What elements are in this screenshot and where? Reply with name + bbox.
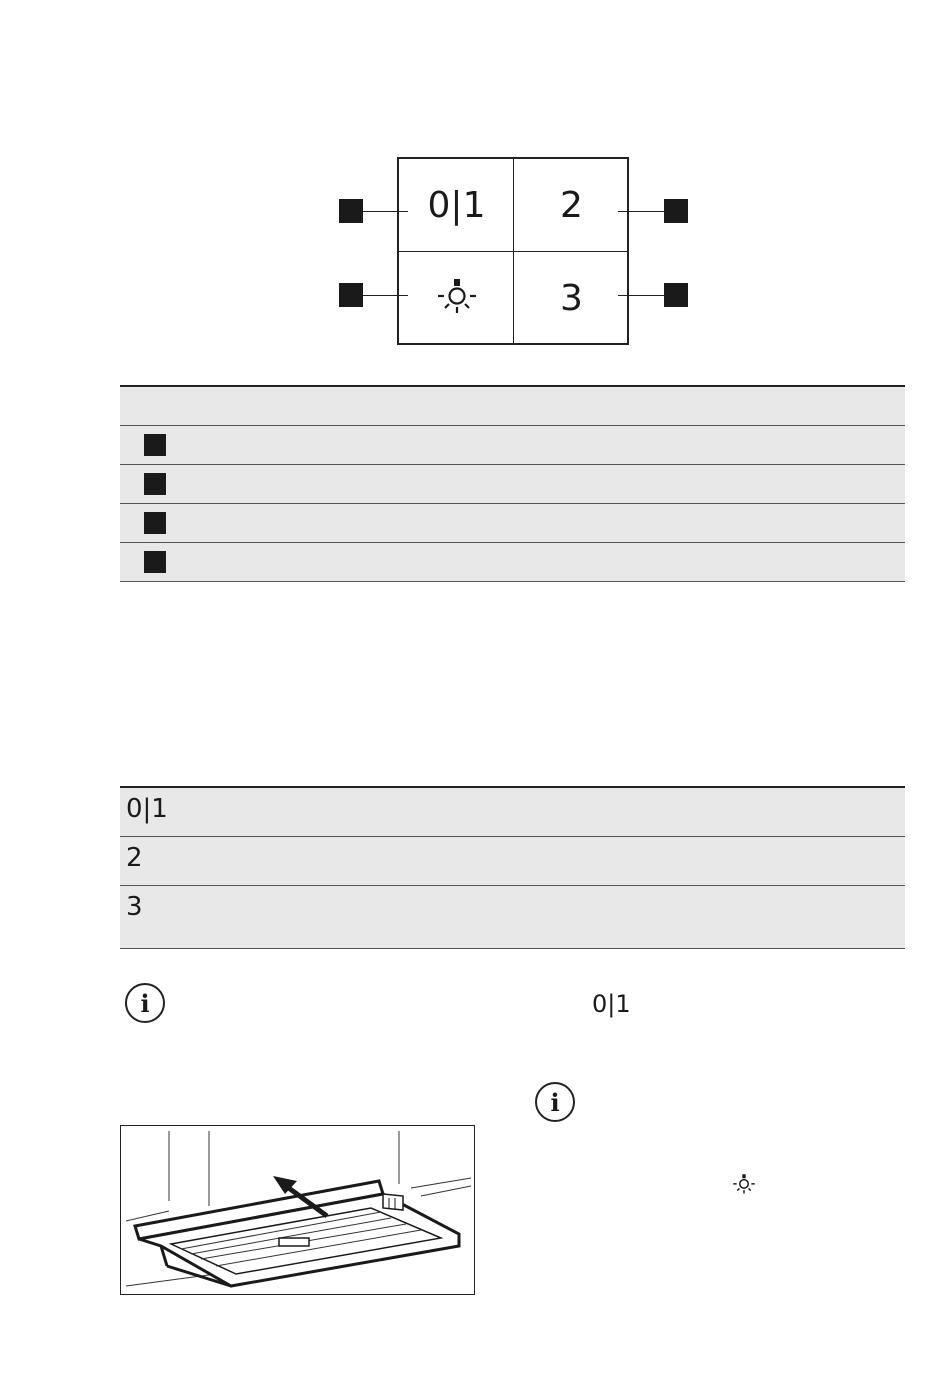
control-panel xyxy=(397,157,629,345)
speed-symbol: 2 xyxy=(126,843,143,873)
button-speed-2-label: 2 xyxy=(560,184,583,226)
callout-marker-cell xyxy=(144,473,166,495)
info-icon xyxy=(125,983,165,1023)
panel-divider-horizontal xyxy=(399,251,627,252)
button-light[interactable] xyxy=(399,252,514,344)
table-row xyxy=(120,837,905,886)
button-on-off-label: 0|1 xyxy=(427,184,486,226)
callout-marker-3 xyxy=(664,199,688,223)
button-on-off[interactable] xyxy=(399,159,514,251)
callout-line-1 xyxy=(363,211,408,212)
callout-marker-cell xyxy=(144,512,166,534)
light-bulb-icon xyxy=(434,275,480,321)
hood-illustration xyxy=(120,1125,475,1295)
callout-line-4 xyxy=(618,295,664,296)
table-row xyxy=(120,543,905,582)
info-icon-glyph: i xyxy=(140,988,150,1018)
table-row xyxy=(120,465,905,504)
info-icon xyxy=(535,1082,575,1122)
button-speed-3[interactable] xyxy=(514,252,629,344)
callout-marker-cell xyxy=(144,434,166,456)
button-speed-2[interactable] xyxy=(514,159,629,251)
button-speed-3-label: 3 xyxy=(560,277,583,319)
callout-marker-4 xyxy=(664,283,688,307)
cooker-hood-drawing xyxy=(121,1126,474,1294)
light-bulb-icon xyxy=(731,1172,757,1198)
callout-line-3 xyxy=(618,211,664,212)
speed-symbol: 0|1 xyxy=(126,794,168,824)
on-off-symbol: 0|1 xyxy=(592,990,631,1018)
callout-table xyxy=(120,385,905,582)
speed-symbol: 3 xyxy=(126,892,143,922)
callout-line-2 xyxy=(363,295,408,296)
callout-marker-1 xyxy=(339,199,363,223)
table-row xyxy=(120,504,905,543)
table-row xyxy=(120,886,905,949)
callout-table-header xyxy=(120,385,905,426)
table-row xyxy=(120,786,905,837)
callout-marker-cell xyxy=(144,551,166,573)
callout-marker-2 xyxy=(339,283,363,307)
info-icon-glyph: i xyxy=(550,1087,560,1117)
speed-table xyxy=(120,786,905,949)
table-row xyxy=(120,426,905,465)
